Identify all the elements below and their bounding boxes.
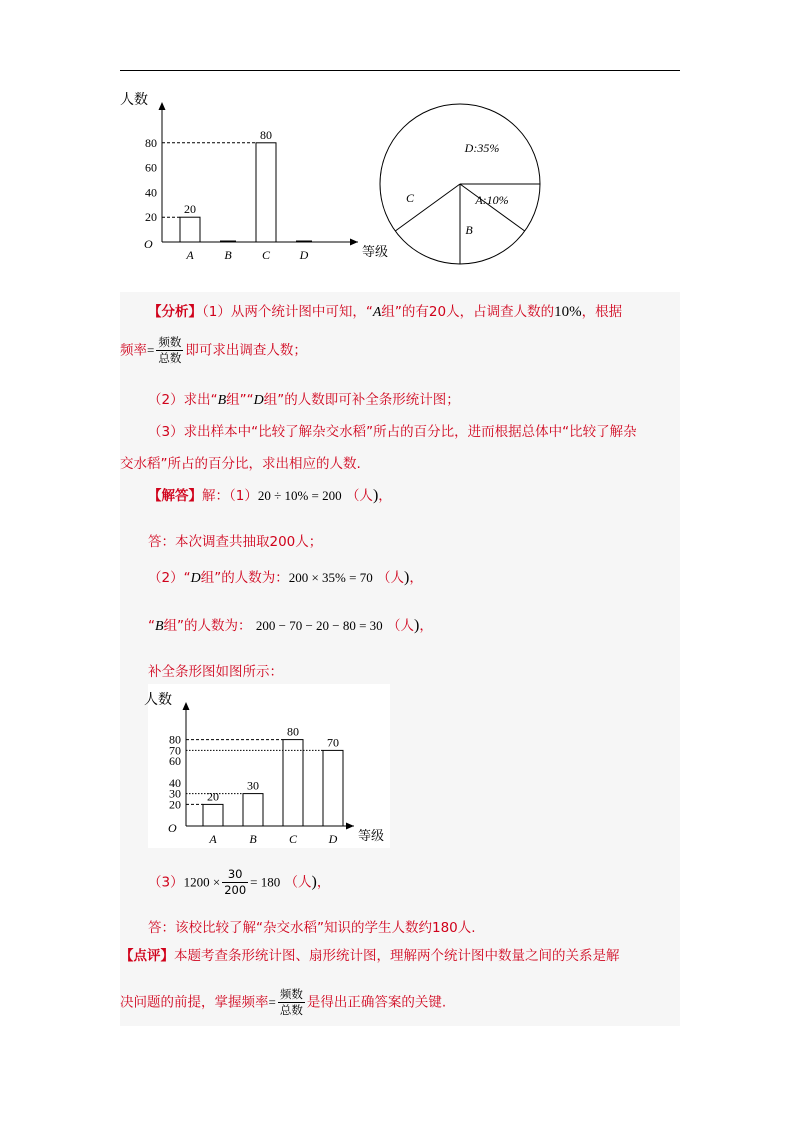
text: （2）“ — [148, 570, 191, 586]
bar-chart-complete-box — [144, 684, 390, 848]
analysis-line-3 — [148, 388, 460, 409]
analysis-line-2 — [120, 336, 307, 365]
x-axis-arrow — [346, 823, 354, 830]
pie-label: D:35% — [464, 141, 500, 155]
answer-line-3 — [148, 566, 423, 587]
analysis-line-4: （3）求出样本中“比较了解杂交水稻”所占的百分比，进而根据总体中“比较了解杂 — [148, 424, 637, 440]
data-label: 30 — [247, 778, 259, 793]
bar-chart-incomplete — [120, 92, 389, 267]
x-tick-label: A — [186, 248, 194, 262]
fraction-30-200 — [222, 868, 248, 897]
comma: ， — [409, 570, 423, 586]
text: 决问题的前提，掌握频率 — [120, 994, 269, 1011]
var-d: D — [190, 571, 201, 586]
frac-den: 总数 — [279, 1003, 303, 1018]
y-axis-arrow — [183, 702, 190, 710]
x-tick-label: D — [328, 832, 338, 846]
text: 组”的人数即可补全条形统计图； — [263, 392, 460, 408]
var-b: B — [217, 393, 227, 408]
fraction-freq — [278, 988, 305, 1017]
paren: ) — [311, 873, 317, 891]
comma: ， — [316, 874, 331, 891]
y-tick-label: 20 — [169, 797, 181, 812]
equals: = — [147, 342, 155, 358]
header-rule — [120, 70, 680, 71]
frac-num: 频数 — [278, 988, 305, 1003]
answer-line-7: 答：该校比较了解“杂交水稻”知识的学生人数约180人. — [148, 920, 476, 936]
text: 解：（1） — [202, 488, 258, 504]
x-tick-label: D — [299, 248, 309, 262]
data-label: 80 — [260, 127, 272, 142]
y-tick-label: 60 — [145, 160, 157, 175]
analysis-line-1 — [148, 300, 622, 321]
y-tick-label: 60 — [169, 754, 181, 769]
analysis-line-5: 交水稻”所占的百分比，求出相应的人数. — [120, 456, 361, 472]
comma: ， — [419, 618, 433, 634]
origin-label: O — [168, 821, 177, 835]
y-axis-label: 人数 — [144, 693, 172, 708]
x-tick-label: C — [261, 248, 271, 262]
text: （3） — [148, 874, 184, 891]
text: 即可求出调查人数； — [185, 342, 307, 359]
pie-label: C — [405, 191, 415, 205]
bar-chart-complete — [144, 684, 390, 848]
y-tick-label: 40 — [145, 185, 157, 200]
text: （2）求出“ — [148, 392, 218, 408]
bar — [283, 740, 303, 826]
bar — [256, 143, 276, 242]
bar — [203, 804, 223, 826]
analysis-tag: 【分析】 — [148, 304, 202, 320]
paren: ) — [413, 617, 420, 634]
var-a: A — [372, 305, 382, 320]
text: 组”的有20人，占调查人数的 — [381, 304, 555, 320]
y-axis-label: 人数 — [120, 93, 148, 108]
pie-label: B — [465, 223, 473, 237]
bar — [323, 750, 343, 826]
x-tick-label: B — [224, 248, 232, 262]
text: 频率 — [120, 342, 147, 359]
x-axis-label: 等级 — [362, 244, 389, 259]
y-tick-label: 80 — [169, 732, 181, 747]
pie-chart — [372, 92, 552, 267]
var-d: D — [253, 393, 264, 408]
frac-den: 总数 — [158, 351, 182, 366]
answer-line-6 — [148, 868, 330, 897]
y-axis-arrow — [159, 102, 166, 110]
frac-den: 200 — [224, 883, 247, 898]
paren: ) — [404, 569, 410, 586]
y-tick-label: 20 — [145, 210, 157, 225]
bar — [243, 794, 263, 826]
text: 是得出正确答案的关键. — [306, 994, 447, 1011]
data-label: 20 — [207, 789, 219, 804]
y-tick-label: 80 — [145, 135, 157, 150]
answer-line-4 — [148, 614, 433, 635]
frac-num: 30 — [222, 868, 248, 883]
data-label: 70 — [327, 735, 339, 750]
math-expr: 20 ÷ 10% = 200 — [257, 488, 342, 503]
text: 组”“ — [226, 392, 254, 408]
x-tick-label: A — [209, 832, 217, 846]
comment-line-2 — [120, 988, 446, 1017]
text: 组”的人数为： — [200, 570, 289, 586]
math-expr: 1200 × — [183, 874, 221, 890]
fraction-freq — [156, 336, 183, 365]
equals: = — [268, 994, 276, 1010]
text: ，根据 — [581, 304, 623, 320]
math-expr: = 180 — [250, 874, 281, 890]
paren: ) — [372, 487, 379, 504]
x-tick-label: B — [249, 832, 257, 846]
x-axis-label: 等级 — [358, 828, 385, 843]
percent-10: 10% — [554, 304, 582, 320]
unit: （人 — [284, 874, 312, 891]
origin-label: O — [144, 237, 153, 251]
unit: （人 — [345, 488, 373, 504]
var-b: B — [155, 619, 164, 634]
y-tick-label: 30 — [169, 786, 181, 801]
text: （1）从两个统计图中可知，“ — [202, 304, 373, 320]
math-expr: 200 − 70 − 20 − 80 = 30 — [255, 618, 383, 633]
comment-tag: 【点评】 — [120, 948, 174, 964]
answer-line-5: 补全条形图如图所示： — [148, 664, 283, 680]
text: 本题考查条形统计图、扇形统计图，理解两个统计图中数量之间的关系是解 — [174, 948, 620, 964]
answer-line-2: 答：本次调查共抽取200人； — [148, 534, 323, 550]
data-label: 20 — [184, 202, 196, 217]
unit: （人 — [386, 618, 414, 634]
unit: （人 — [377, 570, 405, 586]
frac-num: 频数 — [156, 336, 183, 351]
text: “ — [148, 618, 155, 634]
bar — [180, 217, 200, 242]
answer-line-1 — [148, 484, 392, 505]
comma: ， — [378, 488, 392, 504]
x-tick-label: C — [288, 832, 298, 846]
x-axis-arrow — [350, 239, 358, 246]
pie-label: A:10% — [475, 193, 509, 207]
answer-tag: 【解答】 — [148, 488, 202, 504]
comment-line-1 — [120, 944, 620, 964]
y-tick-label: 70 — [169, 743, 181, 758]
data-label: 80 — [287, 724, 299, 739]
text: 组”的人数为： — [163, 618, 252, 634]
y-tick-label: 40 — [169, 775, 181, 790]
math-expr: 200 × 35% = 70 — [288, 570, 373, 585]
